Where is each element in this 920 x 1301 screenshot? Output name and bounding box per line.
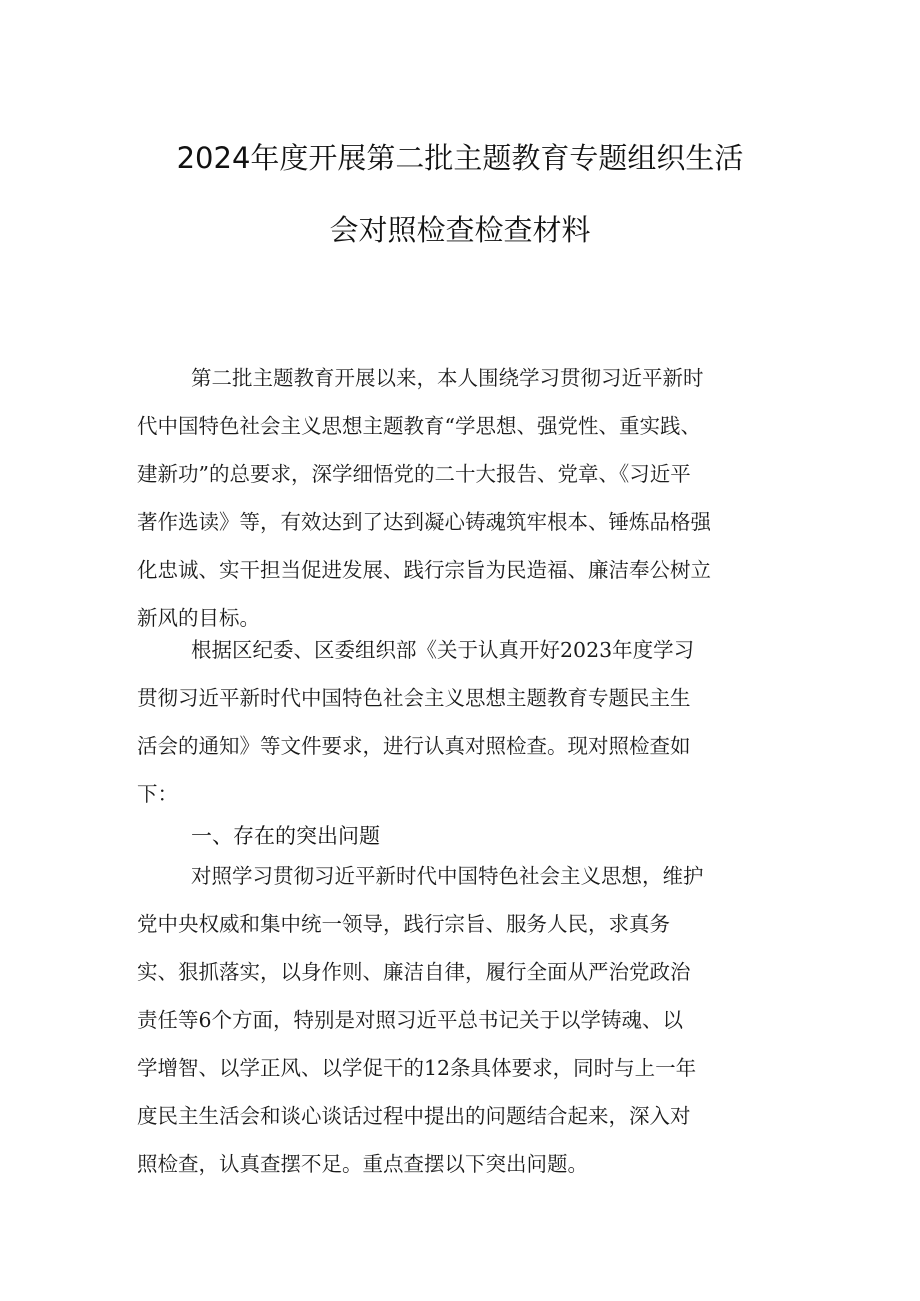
paragraph-line: 照检查，认真查摆不足。重点查摆以下突出问题。 bbox=[137, 1152, 588, 1176]
section-heading: 一、存在的突出问题 bbox=[191, 824, 380, 848]
paragraph-intro bbox=[137, 354, 787, 642]
paragraph-line: 著作选读》等，有效达到了达到凝心铸魂筑牢根本、锤炼品格强 bbox=[137, 510, 711, 534]
paragraph-line: 对照学习贯彻习近平新时代中国特色社会主义思想，维护 bbox=[191, 864, 704, 888]
paragraph-line: 新风的目标。 bbox=[137, 606, 260, 630]
paragraph-problems bbox=[137, 852, 787, 1188]
paragraph-line: 活会的通知》等文件要求，进行认真对照检查。现对照检查如 bbox=[137, 734, 691, 758]
paragraph-line: 责任等6个方面，特别是对照习近平总书记关于以学铸魂、以 bbox=[137, 1008, 684, 1032]
paragraph-line: 建新功”的总要求，深学细悟党的二十大报告、党章、《习近平 bbox=[137, 462, 691, 486]
paragraph-line: 学增智、以学正风、以学促干的12条具体要求，同时与上一年 bbox=[137, 1056, 697, 1080]
paragraph-line: 贯彻习近平新时代中国特色社会主义思想主题教育专题民主生 bbox=[137, 686, 691, 710]
paragraph-line: 下： bbox=[137, 782, 178, 806]
document-title-line-1: 2024年度开展第二批主题教育专题组织生活 bbox=[176, 141, 744, 175]
document-title-line-2: 会对照检查检查材料 bbox=[329, 213, 591, 247]
paragraph-line: 代中国特色社会主义思想主题教育“学思想、强党性、重实践、 bbox=[137, 414, 701, 438]
paragraph-line: 度民主生活会和谈心谈话过程中提出的问题结合起来，深入对 bbox=[137, 1104, 691, 1128]
paragraph-line: 党中央权威和集中统一领导，践行宗旨、服务人民，求真务 bbox=[137, 912, 670, 936]
paragraph-line: 化忠诚、实干担当促进发展、践行宗旨为民造福、廉洁奉公树立 bbox=[137, 558, 711, 582]
paragraph-line: 实、狠抓落实，以身作则、廉洁自律，履行全面从严治党政治 bbox=[137, 960, 691, 984]
paragraph-line: 根据区纪委、区委组织部《关于认真开好2023年度学习 bbox=[191, 638, 695, 662]
paragraph-basis bbox=[137, 626, 787, 818]
paragraph-line: 第二批主题教育开展以来，本人围绕学习贯彻习近平新时 bbox=[191, 366, 704, 390]
